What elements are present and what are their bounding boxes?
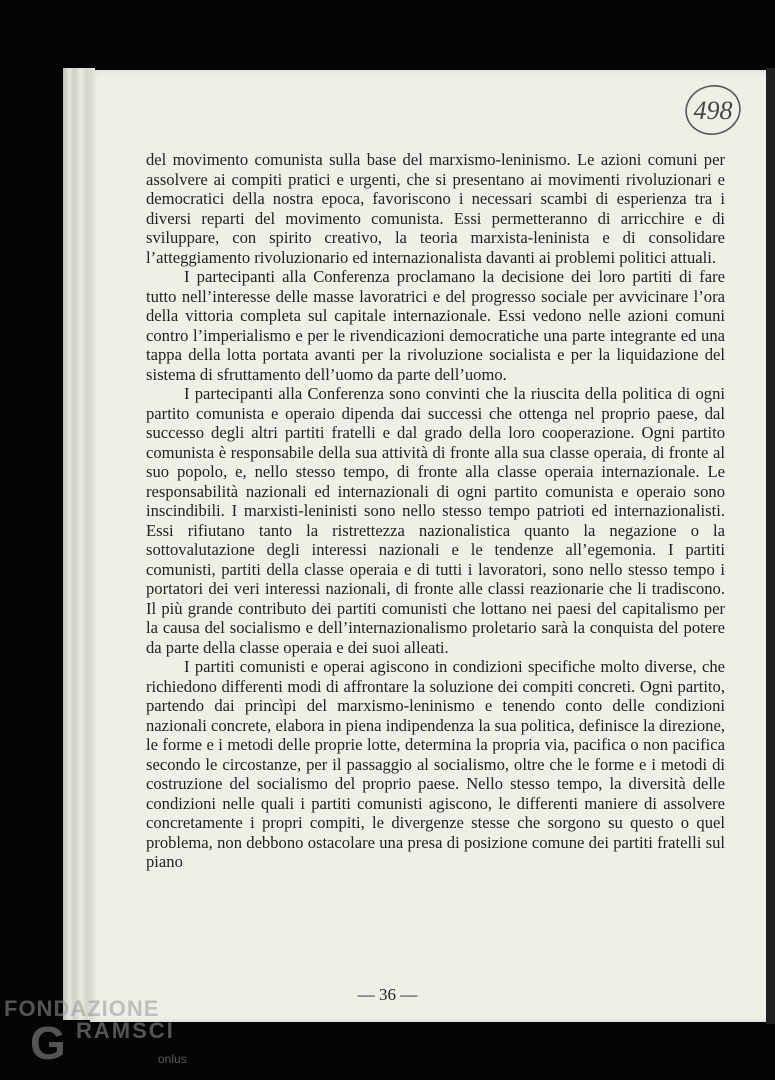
stamp-number: 498 [693,96,733,125]
watermark-g-letter: G [30,1017,66,1069]
paragraph-1: del movimento comunista sulla base del marxismo-leninismo. Le azioni comuni per assolvere ai compiti pratici e urgenti, che si presentano ai movimenti rivoluzionari e democratici della nostra epoca, favoriscono i necessari scambi di esperienza tra i diversi reparti del movimento comunista. Essi permetteranno di arricchire e di sviluppare, con spirito creativo, la teoria marxista-leninista e di consolidare l’atteggiamento rivoluzionario ed internazionalista davanti ai problemi politici attuali. [146,150,725,267]
page-number: — 36 — [357,985,418,1004]
watermark-line3: onlus [158,1052,187,1066]
body-text [146,150,725,872]
paragraph-4: I partiti comunisti e operai agiscono in condizioni specifiche molto diverse, che richiedono differenti modi di affrontare la soluzione dei compiti concreti. Ogni partito, partendo dai princìpi del marxismo-leninismo e tenendo conto delle condizioni nazionali concrete, elabora in piena indipendenza la sua politica, definisce la direzione, le forme e i metodi delle proprie lotte, determina la propria via, pacifica o non pacifica secondo le circostanze, per il passaggio al socialismo, oltre che le forme e i metodi di costruzione del socialismo del proprio paese. Nello stesso tempo, la diversità delle condizioni nelle quali i partiti comunisti agiscono, le differenti maniere di assolvere concretamente i propri compiti, le divergenze stesse che sorgono su questo o quel problema, non debbono ostacolare una presa di posizione comune dei partiti fratelli sul piano [146,657,725,871]
watermark-line2: RAMSCI [76,1018,175,1043]
paragraph-2: I partecipanti alla Conferenza proclamano la decisione dei loro partiti di fare tutto nell’interesse delle masse lavoratrici e del progresso sociale per avvicinare l’ora della vittoria completa sul capitale internazionale. Essi vedono nelle azioni comuni contro l’imperialismo e per le rivendicazioni democratiche una parte integrante ed una tappa della lotta portata avanti per la rivoluzione socialista e per la liquidazione del sistema di sfruttamento dell’uomo da parte dell’uomo. [146,267,725,384]
watermark-logo [0,994,200,1080]
paragraph-3: I partecipanti alla Conferenza sono convinti che la riuscita della politica di ogni partito comunista e operaio dipenda dai successi che ottenga nel proprio paese, dal successo degli altri partiti fratelli e dal grado della loro cooperazione. Ogni partito comunista è responsabile della sua attività di fronte alla sua classe operaia, di fronte al suo popolo, e, nello stesso tempo, di fronte alla classe operaia internazionale. Le responsabilità nazionali ed internazionali di ogni partito comunista e operaio sono inscindibili. I marxisti-leninisti sono nello stesso tempo patrioti ed internazionalisti. Essi rifiutano tanto la ristrettezza nazionalistica quanto la negazione o la sottovalutazione degli interessi nazionali e le tendenze all’egemonia. I partiti comunisti, partiti della classe operaia e di tutti i lavoratori, sono nello stesso tempo i portatori dei veri interessi nazionali, di fronte alle classi reazionarie che li tradiscono. Il più grande contributo dei partiti comunisti che lottano nei paesi del capitalismo per la causa del socialismo e dell’internazionalismo proletario sarà la conquista del potere da parte della classe operaia e dei suoi alleati. [146,384,725,657]
binding-edge [766,68,775,1024]
watermark-line1: FONDAZIONE [4,996,160,1021]
archive-number-stamp [682,82,742,138]
